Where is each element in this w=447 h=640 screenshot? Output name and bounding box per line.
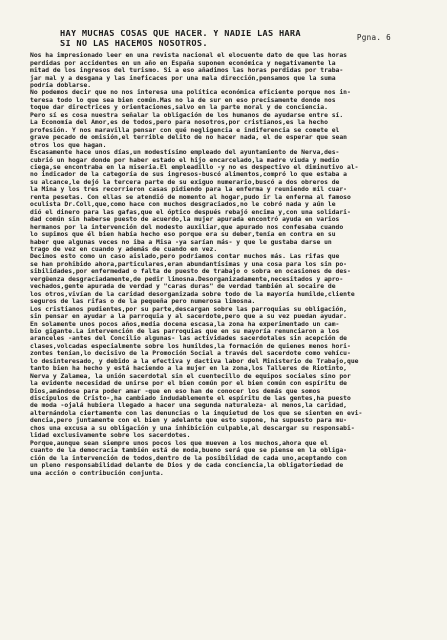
body-line: otros los que hagan. bbox=[30, 141, 107, 149]
body-line: ciega,se encontraba en la miseria.El empleadillo -y no es despectivo el diminutivo al- bbox=[30, 163, 359, 171]
body-line: sin pensar en ayudar a la parroquia y al sacerdote,pero que a su vez puedan ayudar. bbox=[30, 313, 347, 321]
body-line: vergüenza desgraciadamente,de pedir limosna.Desorganizadamente,necesitados y apro- bbox=[30, 275, 344, 283]
body-line: haber que algunas veces no iba a Misa -ya sarían más- y que le gustaba darse un bbox=[30, 238, 332, 246]
body-line: oculista Dr.Coll,que,como hace con muchos desgraciados,no le cobró nada y aún le bbox=[30, 201, 336, 209]
body-line: cubrió un hogar donde por haber estado el hijo encarcelado,la madre viuda y medio bbox=[30, 156, 340, 164]
page-number: Pgna. 6 bbox=[356, 33, 391, 42]
body-line: mitad de los ingresos del turismo. Si a eso añadimos las horas perdidas por traba- bbox=[30, 67, 344, 75]
body-line: no indicador de la categoría de sus ingresos-buscó alimentos,compró lo que estaba a bbox=[30, 171, 347, 179]
body-line: la Mina y los tres recorrieron casas pidiendo para la enferma y reuniendo mil cuar- bbox=[30, 186, 347, 194]
body-line: su alcance,le dejó la tercera parte de su exiguo numerario,buscó a dos obreros de bbox=[30, 178, 340, 186]
body-line: Pero sí es cosa nuestra señalar la obligación de los humanos de ayudarse entre sí. bbox=[30, 111, 344, 119]
body-line: toque dar directrices y orientaciones,salvo en la parte moral y de conciencia. bbox=[30, 104, 328, 112]
body-line: La Economía del Amor,es de todos,pero para nosotros,por cristianos,es la hecho bbox=[30, 119, 328, 127]
body-line: aranceles -antes del Concilio algunas- las actividades sacerdotales sin acepción de bbox=[30, 335, 347, 343]
body-line: seguros de las rifas o de la pequeña pero numerosa limosna. bbox=[30, 298, 256, 306]
body-line: trago de vez en cuando y además de cuando en vez. bbox=[30, 245, 218, 253]
body-line: Dios,amándose para poder amar -que en eso han de conocer los demás que somos bbox=[30, 387, 321, 395]
body-line: cuanto de la democracia también está de moda,bueno será que se piense en la obliga- bbox=[30, 447, 347, 455]
body-line: la evidente necesidad de unirse por el bien común por el bien común con espíritu de bbox=[30, 380, 347, 388]
body-line: alternándola ciertamente con las denuncias o la inquietud de los que se sienten en evi- bbox=[30, 409, 363, 417]
body-line: discípulos de Cristo-,ha cambiado indudablemente el espíritu de las gentes,ha puesto bbox=[30, 395, 351, 403]
body-line: un pleno responsabilidad delante de Dios y de cada conciencia,la obligatoriedad de bbox=[30, 462, 344, 470]
body-line: No podemos decir que no nos interesa una política económica eficiente porque nos in- bbox=[30, 89, 351, 97]
body-line: Porque,aunque sean siempre unos pocos los que mueven a los muchos,ahora que el bbox=[30, 439, 328, 447]
body-line: se han prohibido ahora,particulares,eran abundantísimas y una cosa para los sin po- bbox=[30, 260, 347, 268]
body-line: zontes tenían,lo decisivo de la Promoción Social a través del sacerdote como vehícu- bbox=[30, 350, 351, 358]
body-line: lo desinteresado, y debido a la efectiva y dactiva labor del Ministerio de Trabajo,que bbox=[30, 357, 359, 365]
body-line: perdidas por accidentes en un año en España suponen económica y negativamente la bbox=[30, 59, 336, 67]
heading-line: SI NO LAS HACEMOS NOSOTROS. bbox=[60, 39, 208, 49]
body-line: ción de la intervención de todos,dentro de la posibilidad de cada uno,aceptando con bbox=[30, 454, 347, 462]
body-line: renta pesetas. Con ellas se atendió de momento al hogar,pudo ir la enferma al famoso bbox=[30, 193, 351, 201]
body-line: profesión. Y nos maravilla pensar con qué negligencia e indiferencia se comete el bbox=[30, 126, 340, 134]
body-line: podría doblarse. bbox=[30, 82, 92, 89]
body-line: de moda -ojalá hubiera llegado a hacer una segunda naturaleza- al menos,la caridad, bbox=[30, 402, 347, 410]
body-line: Los cristianos pudientes,por su parte,descargan sobre las parroquias su obligación, bbox=[30, 305, 347, 313]
body-line: hermanos por la intervención del modesto auxiliar,que apurado nos confesaba cuando bbox=[30, 223, 344, 231]
body-line: grave pecado de omisión,el terrible delito de no hacer nada, el de esperar que sean bbox=[30, 134, 347, 142]
body-line: bio gigante.La intervención de las parroquias que en su mayoría renunciaron a los bbox=[30, 327, 340, 335]
body-line: chos una excusa a su obligación y una inhibición culpable,al descargar su responsabi- bbox=[30, 424, 355, 432]
body-line: Nos ha impresionado leer en una revista nacional el elocuente dato de que las horas bbox=[30, 52, 347, 60]
body-line: lidad exclusivamente sobre los sacerdotes. bbox=[30, 432, 191, 440]
body-line: clases,volcadas especialmente sobre los humildes,la formación de quienes menos hori- bbox=[30, 342, 351, 350]
body-line: tanto bien ha hecho y está haciendo a la mujer en la zona,los Talleres de Riotinto, bbox=[30, 365, 347, 373]
body-line: Nerva y Zalamea, la unión sacerdotal sin el cuentecillo de equipos sociales sino por bbox=[30, 372, 351, 380]
body-line: En solamente unos pocos años,media docena escasa,la zona ha experimentado un cam- bbox=[30, 320, 340, 328]
body-line: una acción o contribución conjunta. bbox=[30, 469, 164, 477]
body-line: vechados,gente apurada de verdad y "caras duras" de verdad también al socaire de bbox=[30, 283, 336, 291]
body-line: Decimos esto como un caso aislado,pero podríamos contar muchos más. Las rifas que bbox=[30, 253, 340, 261]
body-line: jar mal y a desgana y las ineficaces por una mala dirección,pensamos que la suma bbox=[30, 74, 336, 82]
heading-line: HAY MUCHAS COSAS QUE HACER. Y NADIE LAS HARA bbox=[60, 30, 301, 39]
body-line: dió el dinero para las gafas,que el óptico después rebajó encima y,con una solidari- bbox=[30, 208, 351, 216]
body-line: teresa todo lo que sea bien común.Mas no la de sur en eso precisamente donde nos bbox=[30, 96, 336, 104]
body-line: dencia,pero juntamente con el bien y adelante que esto supone, ha supuesto para mu- bbox=[30, 417, 347, 425]
body-line: dad común sin haberse puesto de acuerdo,la mujer apurada encontró ayuda en varios bbox=[30, 216, 340, 224]
body-line: sibilidades,por enfermedad o falta de puesto de trabajo o sobra en ocasiones de des- bbox=[30, 268, 351, 276]
body-line: Escasamente hace unos días,un modestísimo empleado del ayuntamiento de Nerva,des- bbox=[30, 149, 340, 157]
body-line: lo supimos que él bien había hecho eso porque era su deber,tenía en contra en su bbox=[30, 231, 336, 239]
body-line: los otros,vivían de la caridad desorganizada sobre todo de la mayoría humilde,cliente bbox=[30, 290, 355, 298]
article-body bbox=[30, 52, 421, 477]
